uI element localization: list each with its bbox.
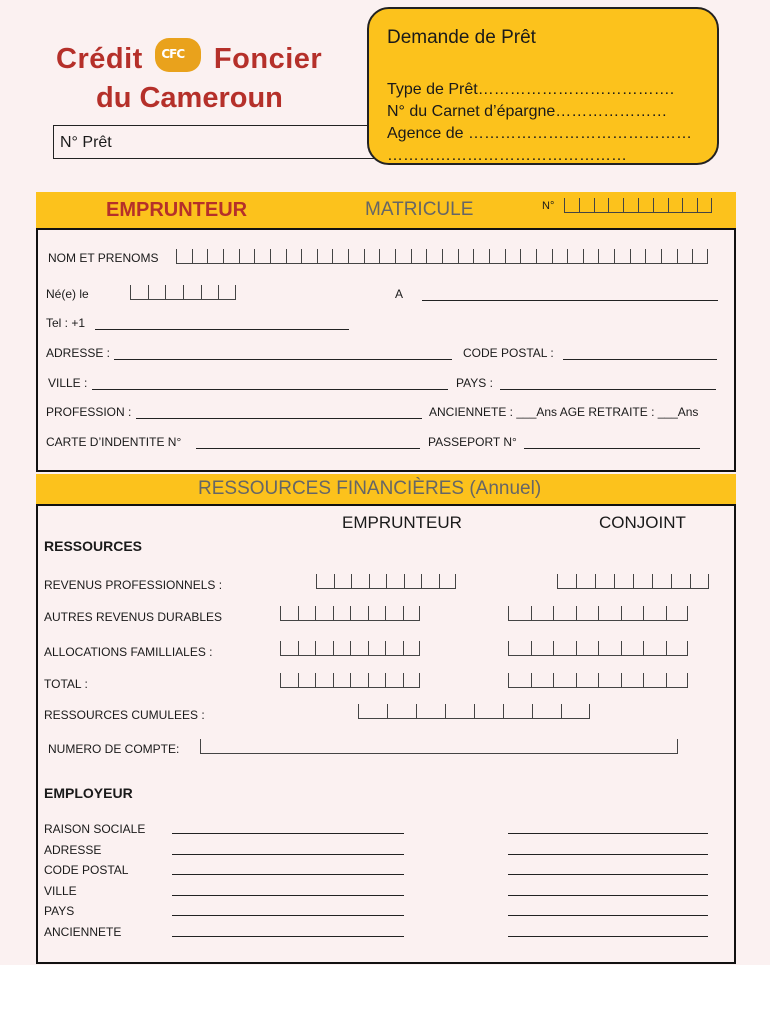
ville-input[interactable] [92, 389, 448, 390]
comb-divider [567, 249, 568, 264]
employeur-conjoint-input[interactable] [508, 915, 708, 916]
comb-divider [697, 198, 698, 213]
comb-divider [531, 641, 532, 656]
comb-divider [332, 249, 333, 264]
comb-divider [254, 249, 255, 264]
comb-divider [200, 739, 201, 754]
comb-divider [317, 249, 318, 264]
comb-divider [474, 704, 475, 719]
comb-divider [130, 285, 131, 300]
comb-divider [316, 574, 317, 589]
comb-divider [404, 574, 405, 589]
comb-divider [192, 249, 193, 264]
naissance-input[interactable] [130, 285, 236, 300]
comb-divider [442, 249, 443, 264]
carte-identite-input[interactable] [196, 448, 420, 449]
comb-divider [207, 249, 208, 264]
comb-divider [520, 249, 521, 264]
comb-divider [333, 673, 334, 688]
comb-divider [598, 249, 599, 264]
comb-divider [298, 673, 299, 688]
lieu-label: A [395, 287, 404, 301]
comb-divider [165, 285, 166, 300]
compte-label: NUMERO DE COMPTE: [48, 742, 180, 756]
comb-divider [411, 249, 412, 264]
matricule-input[interactable] [564, 198, 712, 213]
comb-divider [385, 641, 386, 656]
comb-divider [280, 641, 281, 656]
allocations-emprunteur-input[interactable] [280, 641, 420, 656]
comb-divider [633, 574, 634, 589]
comb-divider [298, 641, 299, 656]
comb-divider [576, 606, 577, 621]
comb-divider [583, 249, 584, 264]
naissance-label: Né(e) le [46, 287, 89, 301]
comb-divider [315, 641, 316, 656]
comb-divider [682, 198, 683, 213]
comb-divider [553, 641, 554, 656]
comb-divider [666, 641, 667, 656]
comb-divider [270, 249, 271, 264]
comb-divider [508, 641, 509, 656]
compte-input[interactable] [200, 739, 678, 754]
allocations-conjoint-input[interactable] [508, 641, 688, 656]
comb-divider [505, 249, 506, 264]
ressources-section [36, 504, 736, 964]
comb-divider [671, 574, 672, 589]
comb-divider [690, 574, 691, 589]
type-pret-field[interactable]: Type de Prêt………………………………. [387, 81, 675, 98]
autres-revenus-label: AUTRES REVENUS DURABLES [44, 610, 223, 624]
adresse-label: ADRESSE : [46, 346, 111, 360]
comb-divider [576, 574, 577, 589]
passeport-label: PASSEPORT N° [428, 435, 517, 449]
comb-divider [666, 673, 667, 688]
ressources-heading: RESSOURCES [44, 538, 143, 554]
comb-divider [358, 704, 359, 719]
tel-label: Tel : +1 [46, 316, 86, 330]
profession-label: PROFESSION : [46, 405, 132, 419]
comb-divider [687, 606, 688, 621]
comb-divider [598, 606, 599, 621]
autres-emprunteur-input[interactable] [280, 606, 420, 621]
comb-divider [334, 574, 335, 589]
logo-text-foncier: Foncier [213, 43, 323, 75]
profession-input[interactable] [136, 418, 422, 419]
emprunteur-band [36, 192, 736, 228]
comb-divider [298, 606, 299, 621]
comb-divider [421, 574, 422, 589]
revenus-emprunteur-input[interactable] [316, 574, 456, 589]
allocations-label: ALLOCATIONS FAMILLIALES : [44, 645, 213, 659]
comb-divider [395, 249, 396, 264]
cfc-emblem-icon: CFC [155, 38, 201, 72]
comb-divider [280, 673, 281, 688]
comb-divider [403, 673, 404, 688]
employeur-field-label: ANCIENNETE [44, 924, 122, 939]
pret-number-label: N° Prêt [60, 134, 112, 151]
comb-divider [614, 249, 615, 264]
logo-line2: du Cameroun [96, 82, 283, 114]
col-conjoint: CONJOINT [599, 513, 686, 532]
comb-divider [687, 673, 688, 688]
employeur-field-label: ADRESSE [44, 842, 102, 857]
logo-text-credit: Crédit [56, 43, 143, 75]
employeur-field-label: RAISON SOCIALE [44, 822, 146, 836]
comb-divider [348, 249, 349, 264]
comb-divider [333, 606, 334, 621]
comb-divider [621, 606, 622, 621]
employeur-emprunteur-input[interactable] [172, 854, 404, 855]
pays-label: PAYS : [456, 376, 493, 390]
comb-divider [473, 249, 474, 264]
comb-divider [280, 606, 281, 621]
agence-field[interactable]: Agence de …………………………………… [387, 125, 692, 142]
employeur-conjoint-input[interactable] [508, 936, 708, 937]
pays-input[interactable] [500, 389, 716, 390]
comb-divider [643, 641, 644, 656]
comb-divider [677, 249, 678, 264]
comb-divider [643, 673, 644, 688]
comb-divider [666, 606, 667, 621]
comb-divider [692, 249, 693, 264]
comb-divider [708, 574, 709, 589]
code-postal-input[interactable] [563, 359, 717, 360]
comb-divider [564, 198, 565, 213]
employeur-conjoint-input[interactable] [508, 874, 708, 875]
employeur-emprunteur-input[interactable] [172, 833, 404, 834]
comb-divider [239, 249, 240, 264]
comb-divider [652, 574, 653, 589]
ville-label: VILLE : [48, 376, 88, 390]
comb-divider [301, 249, 302, 264]
comb-divider [598, 673, 599, 688]
comb-divider [668, 198, 669, 213]
carnet-epargne-field[interactable]: N° du Carnet d’épargne………………… [387, 103, 668, 120]
comb-divider [621, 673, 622, 688]
comb-divider [589, 704, 590, 719]
callout-title: Demande de Prêt [387, 27, 536, 48]
employeur-heading: EMPLOYEUR [44, 785, 133, 801]
ressources-title: RESSOURCES FINANCIÈRES (Annuel) [198, 478, 542, 499]
lieu-input[interactable] [422, 300, 718, 301]
carte-identite-label: CARTE D’INDENTITE N° [46, 435, 182, 449]
revenus-label: REVENUS PROFESSIONNELS : [44, 578, 223, 592]
comb-divider [350, 673, 351, 688]
cumulees-input[interactable] [358, 704, 590, 719]
comb-divider [148, 285, 149, 300]
tel-input[interactable] [95, 329, 349, 330]
cumulees-label: RESSOURCES CUMULEES : [44, 708, 205, 722]
comb-divider [653, 198, 654, 213]
comb-divider [419, 641, 420, 656]
comb-divider [508, 673, 509, 688]
employeur-conjoint-input[interactable] [508, 833, 708, 834]
comb-divider [561, 704, 562, 719]
comb-divider [531, 673, 532, 688]
comb-divider [576, 673, 577, 688]
comb-divider [677, 739, 678, 754]
comb-divider [333, 641, 334, 656]
comb-divider [368, 641, 369, 656]
comb-divider [385, 606, 386, 621]
comb-divider [614, 574, 615, 589]
comb-divider [439, 574, 440, 589]
agence-field-continued[interactable]: ……………………………………… [387, 147, 627, 164]
comb-divider [508, 606, 509, 621]
comb-divider [403, 641, 404, 656]
comb-divider [183, 285, 184, 300]
comb-divider [350, 606, 351, 621]
employeur-field-label: VILLE [44, 883, 77, 898]
comb-divider [576, 641, 577, 656]
anciennete-retraite[interactable]: ANCIENNETE : ___Ans AGE RETRAITE : ___Ans [429, 405, 699, 419]
comb-divider [489, 249, 490, 264]
matricule-num-label: N° [542, 200, 555, 212]
comb-divider [315, 606, 316, 621]
comb-divider [638, 198, 639, 213]
comb-divider [661, 249, 662, 264]
employeur-conjoint-input[interactable] [508, 895, 708, 896]
ressources-band [36, 474, 736, 504]
comb-divider [536, 249, 537, 264]
emprunteur-section [36, 228, 736, 472]
comb-divider [595, 574, 596, 589]
comb-divider [315, 673, 316, 688]
comb-divider [594, 198, 595, 213]
emprunteur-title: EMPRUNTEUR [106, 199, 248, 221]
comb-divider [351, 574, 352, 589]
col-emprunteur: EMPRUNTEUR [342, 513, 462, 532]
comb-divider [630, 249, 631, 264]
comb-divider [455, 574, 456, 589]
employeur-field-label: PAYS [44, 904, 75, 918]
comb-divider [223, 249, 224, 264]
comb-divider [235, 285, 236, 300]
comb-divider [419, 673, 420, 688]
comb-divider [711, 198, 712, 213]
comb-divider [557, 574, 558, 589]
comb-divider [426, 249, 427, 264]
comb-divider [553, 606, 554, 621]
comb-divider [645, 249, 646, 264]
comb-divider [368, 606, 369, 621]
comb-divider [350, 641, 351, 656]
employeur-field-label: CODE POSTAL [44, 863, 129, 877]
comb-divider [176, 249, 177, 264]
nom-input[interactable] [176, 249, 708, 264]
comb-divider [552, 249, 553, 264]
comb-divider [503, 704, 504, 719]
comb-divider [608, 198, 609, 213]
adresse-input[interactable] [114, 359, 452, 360]
logo-line1 [56, 38, 322, 76]
total-label: TOTAL : [44, 677, 88, 691]
passeport-input[interactable] [524, 448, 700, 449]
comb-divider [531, 606, 532, 621]
comb-divider [598, 641, 599, 656]
comb-divider [579, 198, 580, 213]
comb-divider [445, 704, 446, 719]
employeur-conjoint-input[interactable] [508, 854, 708, 855]
comb-divider [386, 574, 387, 589]
revenus-conjoint-input[interactable] [557, 574, 709, 589]
matricule-label: MATRICULE [365, 199, 474, 220]
comb-divider [621, 641, 622, 656]
autres-conjoint-input[interactable] [508, 606, 688, 621]
comb-divider [218, 285, 219, 300]
pret-number-field[interactable] [53, 125, 384, 159]
total-conjoint-input[interactable] [508, 673, 688, 688]
employeur-emprunteur-input[interactable] [172, 895, 404, 896]
comb-divider [623, 198, 624, 213]
comb-divider [364, 249, 365, 264]
employeur-emprunteur-input[interactable] [172, 874, 404, 875]
comb-divider [458, 249, 459, 264]
total-emprunteur-input[interactable] [280, 673, 420, 688]
comb-divider [369, 574, 370, 589]
comb-divider [403, 606, 404, 621]
comb-divider [553, 673, 554, 688]
comb-divider [532, 704, 533, 719]
comb-divider [707, 249, 708, 264]
comb-divider [416, 704, 417, 719]
comb-divider [387, 704, 388, 719]
comb-divider [385, 673, 386, 688]
nom-label: NOM ET PRENOMS [48, 251, 159, 265]
comb-divider [368, 673, 369, 688]
employeur-emprunteur-input[interactable] [172, 915, 404, 916]
code-postal-label: CODE POSTAL : [463, 346, 554, 360]
comb-divider [687, 641, 688, 656]
comb-divider [286, 249, 287, 264]
comb-divider [201, 285, 202, 300]
comb-divider [643, 606, 644, 621]
comb-divider [379, 249, 380, 264]
employeur-emprunteur-input[interactable] [172, 936, 404, 937]
comb-divider [419, 606, 420, 621]
loan-request-callout [367, 7, 719, 165]
